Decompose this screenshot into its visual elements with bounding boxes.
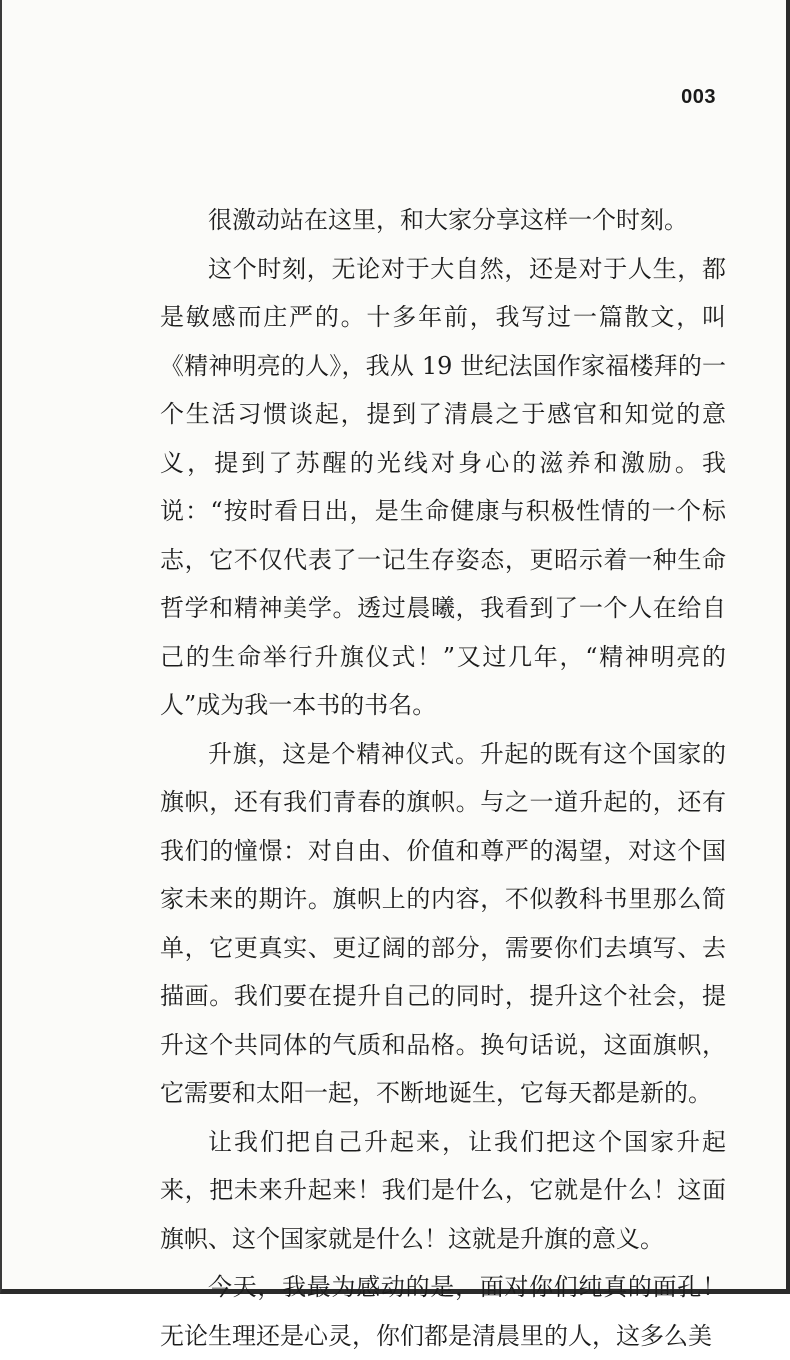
paragraph: 这个时刻，无论对于大自然，还是对于人生，都是敏感而庄严的。十多年前，我写过一篇散文，叫《精神明亮的人》，我从 19 世纪法国作家福楼拜的一个生活习惯谈起，提到了清晨之于感官和知觉的意义，提到了苏醒的光线对身心的滋养和激励。我说：“按时看日出，是生命健康与积极性情的一个标志，它不仅代表了一记生存姿态，更昭示着一种生命哲学和精神美学。透过晨曦，我看到了一个人在给自己的生命举行升旗仪式！”又过几年，“精神明亮的人”成为我一本书的书名。: [160, 254, 726, 719]
paragraph: 今天，我最为感动的是，面对你们纯真的面孔！无论生理还是心灵，你们都是清晨里的人，这多么美: [160, 1273, 726, 1350]
paragraph: 让我们把自己升起来，让我们把这个国家升起来，把未来升起来！我们是什么，它就是什么！这面旗帜、这个国家就是什么！这就是升旗的意义。: [160, 1127, 726, 1253]
paragraph: 升旗，这是个精神仪式。升起的既有这个国家的旗帜，还有我们青春的旗帜。与之一道升起的，还有我们的憧憬：对自由、价值和尊严的渴望，对这个国家未来的期许。旗帜上的内容，不似教科书里那么简单，它更真实、更辽阔的部分，需要你们去填写、去描画。我们要在提升自己的同时，提升这个社会，提升这个共同体的气质和品格。换句话说，这面旗帜，它需要和太阳一起，不断地诞生，它每天都是新的。: [160, 739, 726, 1107]
page-number: 003: [681, 86, 716, 108]
paragraph: 很激动站在这里，和大家分享这样一个时刻。: [208, 206, 688, 234]
body-text: [160, 196, 726, 1360]
